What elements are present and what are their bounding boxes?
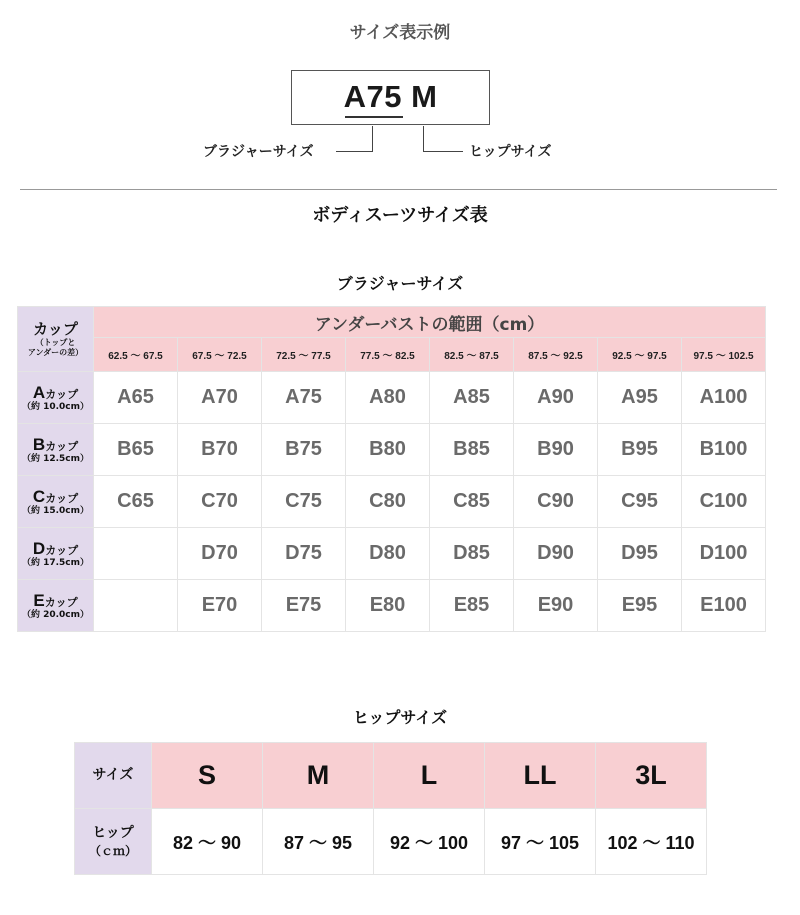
- size-cell: E100: [682, 580, 766, 632]
- size-cell: E90: [514, 580, 598, 632]
- size-cell: B90: [514, 424, 598, 476]
- underbust-range: 87.5 ～ 92.5: [514, 338, 598, 372]
- underbust-range: 77.5 ～ 82.5: [346, 338, 430, 372]
- size-cell: D90: [514, 528, 598, 580]
- underbust-range: 82.5 ～ 87.5: [430, 338, 514, 372]
- hip-size-cell: M: [263, 743, 374, 809]
- size-cell: A65: [94, 372, 178, 424]
- cup-word: カップ: [45, 387, 79, 401]
- cup-letter: D: [32, 538, 46, 558]
- bra-size-table: [17, 306, 766, 632]
- size-cell: A90: [514, 372, 598, 424]
- size-cell: B85: [430, 424, 514, 476]
- hip-leader-vertical: [423, 126, 424, 152]
- size-cell: B95: [598, 424, 682, 476]
- size-cell: E85: [430, 580, 514, 632]
- hip-range-label-unit: （ｃｍ）: [88, 843, 137, 858]
- size-cell: D85: [430, 528, 514, 580]
- size-cell: D70: [178, 528, 262, 580]
- bra-size-title: ブラジャーサイズ: [336, 274, 464, 293]
- size-cell: E70: [178, 580, 262, 632]
- size-cell: C65: [94, 476, 178, 528]
- underbust-range-title: アンダーバストの範囲（cm）: [94, 307, 766, 338]
- size-cell: D100: [682, 528, 766, 580]
- cup-corner-header: [18, 307, 94, 372]
- hip-leader-horizontal: [423, 151, 463, 152]
- hip-size-row: [75, 743, 707, 809]
- hip-range-cell: 92 ～ 100: [374, 809, 485, 875]
- hip-size-table: [74, 742, 707, 875]
- example-bra-label: ブラジャーサイズ: [203, 144, 314, 160]
- size-cell: C85: [430, 476, 514, 528]
- example-bra-underline: [345, 116, 403, 118]
- cup-word: カップ: [45, 491, 79, 505]
- size-cell: E80: [346, 580, 430, 632]
- hip-range-row: [75, 809, 707, 875]
- cup-difference: （約 15.0cm）: [21, 506, 90, 517]
- hip-size-cell: S: [152, 743, 263, 809]
- hip-range-cell: 82 ～ 90: [152, 809, 263, 875]
- page-title: ボディスーツサイズ表: [312, 205, 488, 226]
- size-cell: E95: [598, 580, 682, 632]
- hip-range-cell: 102 ～ 110: [596, 809, 707, 875]
- hip-size-cell: 3L: [596, 743, 707, 809]
- example-hip-code: M: [411, 79, 438, 114]
- underbust-range: 62.5 ～ 67.5: [94, 338, 178, 372]
- cup-row-d: [18, 528, 766, 580]
- hip-size-label: サイズ: [75, 743, 152, 809]
- size-cell: B100: [682, 424, 766, 476]
- example-size-code: [344, 79, 438, 115]
- size-cell: D80: [346, 528, 430, 580]
- hip-range-cell: 97 ～ 105: [485, 809, 596, 875]
- cup-difference: （約 12.5cm）: [21, 454, 90, 465]
- size-cell: C90: [514, 476, 598, 528]
- section-divider: [20, 189, 777, 190]
- size-cell: B80: [346, 424, 430, 476]
- size-cell: B65: [94, 424, 178, 476]
- size-cell: A70: [178, 372, 262, 424]
- size-cell: C100: [682, 476, 766, 528]
- size-cell: A80: [346, 372, 430, 424]
- size-cell: D75: [262, 528, 346, 580]
- hip-size-title: ヒップサイズ: [352, 708, 448, 727]
- example-bra-code: A75: [343, 79, 402, 114]
- bra-leader-vertical: [372, 126, 373, 152]
- bra-leader-horizontal: [336, 151, 373, 152]
- example-heading: サイズ表示例: [349, 23, 451, 43]
- size-cell: C75: [262, 476, 346, 528]
- size-cell: C70: [178, 476, 262, 528]
- cup-row-c: [18, 476, 766, 528]
- cup-label-a: [18, 372, 94, 424]
- size-cell: A75: [262, 372, 346, 424]
- cup-word: カップ: [45, 439, 79, 453]
- hip-range-label-main: ヒップ: [92, 824, 134, 841]
- cup-difference: （約 17.5cm）: [21, 558, 90, 569]
- underbust-range: 92.5 ～ 97.5: [598, 338, 682, 372]
- size-cell: B70: [178, 424, 262, 476]
- size-cell: [94, 528, 178, 580]
- cup-word: カップ: [45, 543, 79, 557]
- hip-range-cell: 87 ～ 95: [263, 809, 374, 875]
- hip-range-label: [75, 809, 152, 875]
- underbust-range: 67.5 ～ 72.5: [178, 338, 262, 372]
- size-cell: [94, 580, 178, 632]
- size-cell: B75: [262, 424, 346, 476]
- cup-letter: B: [32, 434, 46, 454]
- cup-corner-label: カップ: [33, 320, 78, 338]
- cup-label-c: [18, 476, 94, 528]
- size-cell: A95: [598, 372, 682, 424]
- cup-word: カップ: [44, 595, 78, 609]
- size-cell: A100: [682, 372, 766, 424]
- cup-label-b: [18, 424, 94, 476]
- cup-label-e: [18, 580, 94, 632]
- underbust-range: 97.5 ～ 102.5: [682, 338, 766, 372]
- cup-corner-note-1: （トップと: [35, 338, 76, 347]
- size-cell: D95: [598, 528, 682, 580]
- size-cell: C80: [346, 476, 430, 528]
- cup-corner-note-2: アンダーの差）: [27, 348, 84, 357]
- cup-row-e: [18, 580, 766, 632]
- size-cell: C95: [598, 476, 682, 528]
- cup-row-a: [18, 372, 766, 424]
- cup-label-d: [18, 528, 94, 580]
- example-hip-label: ヒップサイズ: [469, 144, 552, 160]
- size-cell: E75: [262, 580, 346, 632]
- cup-difference: （約 10.0cm）: [21, 402, 90, 413]
- cup-row-b: [18, 424, 766, 476]
- cup-letter: A: [32, 382, 46, 402]
- cup-letter: E: [33, 590, 45, 610]
- size-cell: A85: [430, 372, 514, 424]
- cup-difference: （約 20.0cm）: [21, 610, 90, 621]
- hip-size-cell: LL: [485, 743, 596, 809]
- underbust-range: 72.5 ～ 77.5: [262, 338, 346, 372]
- hip-size-cell: L: [374, 743, 485, 809]
- cup-letter: C: [32, 486, 46, 506]
